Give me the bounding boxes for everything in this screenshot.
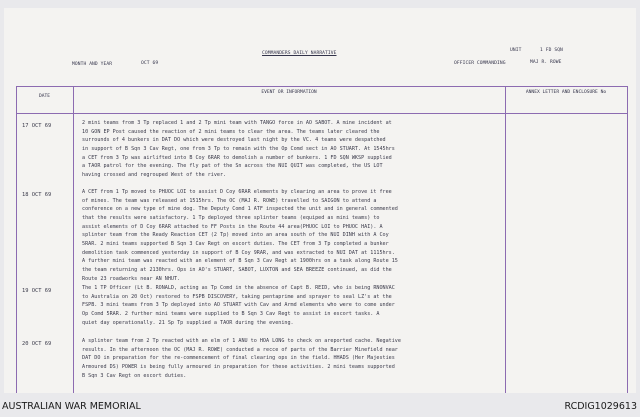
table-left-rule [16, 86, 17, 393]
entry-date: 18 OCT 69 [22, 192, 52, 198]
entry-date: 19 OCT 69 [22, 288, 52, 294]
entry-text: The 1 TP Officer (Lt B. RONALD, acting as Tp Comd in the absence of Capt B. REID, who is being RNONVAC to Australia on 20 Oct) restored to FSPB DISCOVERY, taking pentaprime and sprayer to seal LZ's at the FSPB. 3 mini teams from 3 Tp deployed into AO STUART with Cav and Armd elements who were to come under Op Comd 5RAR. 2 further mini teams were supplied to B Sqn 3 Cav Regt to assist in escort tasks. A quiet day operationally. 21 Sp Tp supplied a TAOR during the evening. [82, 285, 395, 326]
date-column-rule [73, 86, 74, 393]
archive-reference: RCDIG1029613 [564, 401, 637, 412]
annex-column-rule [505, 86, 506, 393]
event-column-heading: EVENT OR INFORMATION [261, 90, 317, 95]
annex-column-heading: ANNEX LETTER AND ENCLOSURE No [525, 90, 607, 95]
unit-label: UNIT [510, 48, 522, 53]
entry-date: 17 OCT 69 [22, 123, 52, 129]
document-title: COMMANDERS DAILY NARRATIVE [262, 51, 337, 56]
date-column-heading: DATE [38, 94, 51, 99]
month-label: MONTH AND YEAR [72, 62, 113, 67]
unit-value: 1 FD SQN [540, 48, 563, 53]
archive-credit: AUSTRALIAN WAR MEMORIAL [2, 401, 141, 412]
table-header-rule [16, 113, 628, 114]
entry-text: A splinter team from 2 Tp reacted with an elm of 1 ANU to HOA LONG to check on areported cache. Negative results. In the afternoon the OC (MAJ R. ROWE) conducted a recce of parts of the Barrier Minefield near DAT DO in preparation for the re-commencement of final clearing ops in the field. HHADS (Her Majesties Armoured DS) POWER is being fully armoured in preparation for these activities. 2 mini teams supported B Sqn 3 Cav Regt on escort duties. [82, 338, 401, 379]
month-value: OCT 69 [141, 61, 159, 66]
table-right-rule [627, 86, 628, 393]
entry-text: 2 mini teams from 3 Tp replaced 1 and 2 Tp mini team with TANGO force in AO SABOT. A mine incident at 10 GON EP Post caused the reaction of 2 mini teams to clear the area. The teams later cleared the surrounds of 4 bunkers in DAT DO which were destroyed last night by the VC. 4 teams were despatched in support of B Sqn 3 Cav Regt, one from 3 Tp to remain with the Op Comd sect in AO STUART. At 1545hrs a CET from 3 Tp was airlifted into B Coy 6RAR to demolish a number of bunkers. 1 FD SQN WKSP supplied a TAOR patrol for the evening. The fly pat of the Sn across the NUI QUIT was completed, the US LOT having crossed and regrouped West of the river. [82, 120, 395, 178]
entry-text: A CET from 1 Tp moved to PHUOC LOI to assist D Coy 6RAR elements by clearing an area to prove it free of mines. The team was released at 1515hrs. The OC (MAJ R. ROWE) travelled to SAIGON to attend a conference on a new type of mine dog. The Deputy Comd 1 ATF inspected the unit and in general commented that the results were satisfactory. 1 Tp deployed three splinter teams (equiped as mini teams) to assist elements of D Coy 6RAR attached to FF Posts in the Route 44 area(PHUOC LOI to PHUOC HAI). A splinter team from the Ready Reaction CET (2 Tp) moved into an area south of the NUI DINH with A Coy 5RAR. 2 mini teams supported B Sqn 3 Cav Regt on escort duties. The CET from 3 Tp completed a bunker demolition task commenced yesterday in support of B Coy 9RAR, and was extracted to NUI DAT at 1115hrs. A further mini team was reacted with an element of B Sqn 3 Cav Regt at 1900hrs on a task along Route 15 the team returning at 2130hrs. Ops in AO's STUART, SABOT, LUXTON and SEA BREEZE continued, as did the Route 23 roadworks near AN NHUT. [82, 189, 398, 282]
entry-date: 20 OCT 69 [22, 341, 52, 347]
table-top-rule [16, 86, 628, 87]
officer-value: MAJ R. ROWE [530, 60, 562, 65]
officer-label: OFFICER COMMANDING [454, 61, 506, 66]
